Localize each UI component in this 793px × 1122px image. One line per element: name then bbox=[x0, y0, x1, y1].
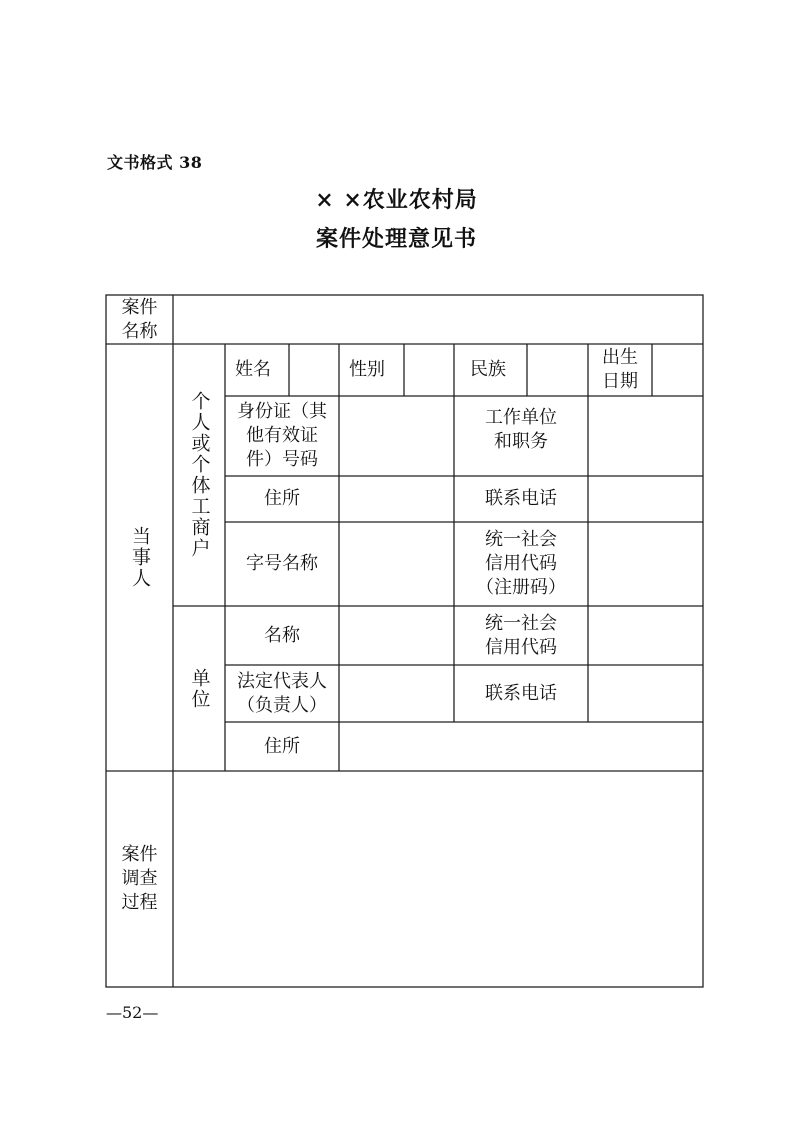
individual-label: 个人或个体工商户 bbox=[188, 391, 211, 559]
unit-name-label: 名称 bbox=[264, 624, 300, 646]
work-unit-label: 工作单位 和职务 bbox=[485, 407, 557, 452]
case-name-label: 案件 名称 bbox=[121, 296, 158, 342]
unit-name-field[interactable] bbox=[339, 606, 454, 665]
phone-label: 联系电话 bbox=[485, 488, 557, 509]
legal-rep-field[interactable] bbox=[339, 665, 454, 722]
unit-address-label: 住所 bbox=[264, 735, 300, 757]
unit-phone-field[interactable] bbox=[588, 665, 703, 722]
unit-phone-label: 联系电话 bbox=[485, 682, 557, 704]
address-field[interactable] bbox=[339, 476, 454, 522]
ethnicity-field[interactable] bbox=[527, 344, 588, 396]
phone-field[interactable] bbox=[588, 476, 703, 522]
party-label: 当事人 bbox=[129, 526, 151, 589]
unit-address-field[interactable] bbox=[339, 722, 703, 771]
document-title: 案件处理意见书 bbox=[315, 226, 477, 252]
unit-credit-code-label: 统一社会 信用代码 bbox=[485, 612, 557, 658]
credit-code-reg-label: 统一社会 信用代码 （注册码） bbox=[476, 529, 566, 598]
unit-credit-code-field[interactable] bbox=[588, 606, 703, 665]
legal-rep-label: 法定代表人 （负责人） bbox=[237, 670, 327, 716]
gender-label: 性别 bbox=[349, 359, 385, 380]
credit-code-reg-field[interactable] bbox=[588, 522, 703, 606]
name-field[interactable] bbox=[289, 344, 339, 396]
form-format-label: 文书格式 38 bbox=[107, 153, 203, 172]
id-number-field[interactable] bbox=[339, 396, 454, 476]
trade-name-label: 字号名称 bbox=[246, 553, 318, 574]
birth-date-label: 出生 日期 bbox=[602, 347, 638, 392]
investigation-field[interactable] bbox=[173, 771, 703, 987]
birth-date-field[interactable] bbox=[652, 344, 703, 396]
work-unit-field[interactable] bbox=[588, 396, 703, 476]
agency-title: × ×农业农村局 bbox=[315, 187, 478, 213]
unit-label: 单位 bbox=[188, 667, 211, 710]
trade-name-field[interactable] bbox=[339, 522, 454, 606]
address-label: 住所 bbox=[264, 488, 300, 509]
id-number-label: 身份证（其 他有效证 件）号码 bbox=[237, 401, 327, 470]
page-number: —52— bbox=[106, 1003, 159, 1022]
investigation-label: 案件 调查 过程 bbox=[121, 844, 158, 913]
gender-field[interactable] bbox=[404, 344, 454, 396]
ethnicity-label: 民族 bbox=[470, 359, 506, 380]
case-name-field[interactable] bbox=[173, 295, 703, 344]
name-label: 姓名 bbox=[235, 359, 271, 380]
